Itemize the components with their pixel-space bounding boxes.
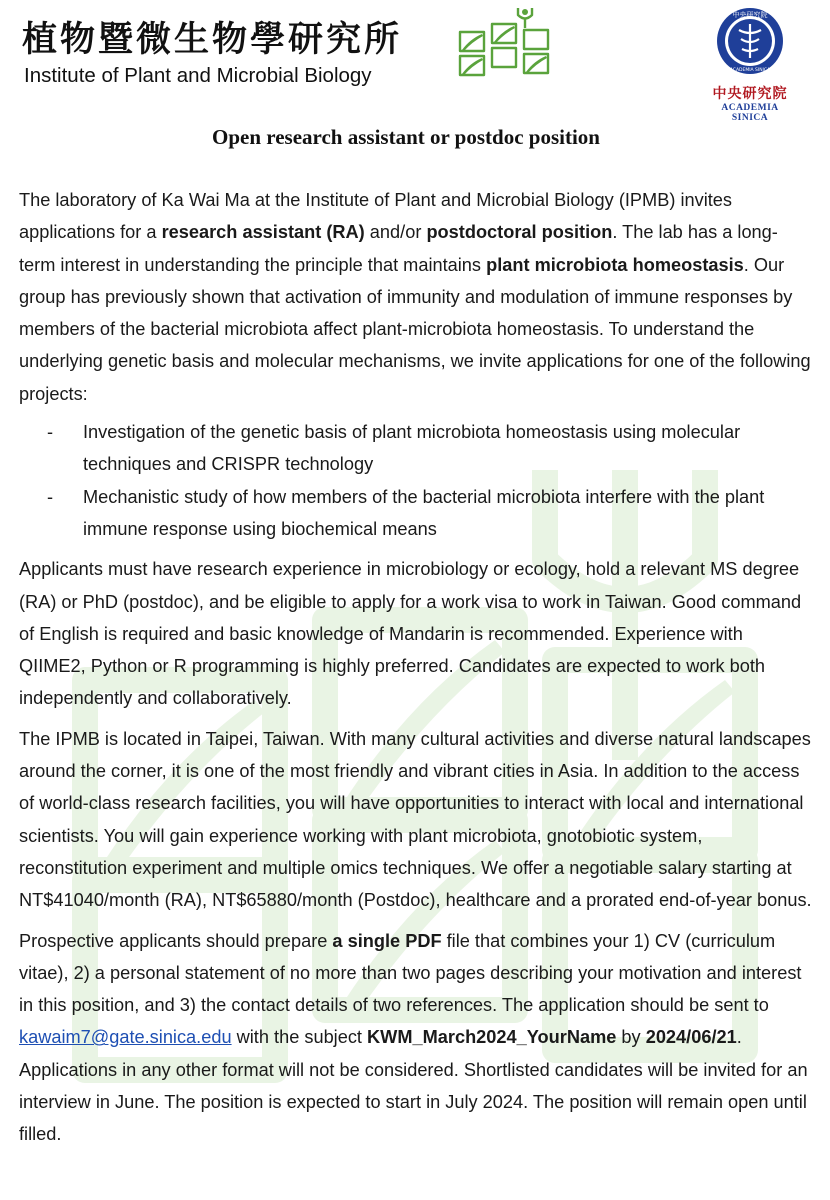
institute-name-zh: 植物暨微生物學研究所 <box>22 20 403 60</box>
application-bold-pdf: a single PDF <box>332 930 442 951</box>
seal-top-text: 中央研究院 <box>732 11 768 19</box>
document-body <box>19 184 814 1151</box>
application-bold-deadline: 2024/06/21 <box>645 1027 737 1048</box>
academia-name-zh: 中央研究院 <box>712 86 788 102</box>
academia-sinica-seal-icon <box>711 6 789 76</box>
application-text-5: . Applications in any other format will not be considered. Shortlisted candidates will be invited for an interview in June. The position is expected to start in July 2024. The position will remain open until filled. <box>19 1027 808 1145</box>
location-paragraph: The IPMB is located in Taipei, Taiwan. With many cultural activities and diverse natural landscapes around the corner, it is one of the most friendly and vibrant cities in Asia. In addition to the access of world-class research facilities, you will have opportunities to interact with local and international scientists. You will gain experience working with plant microbiota, gnotobiotic system, reconstitution experiment and multiple omics techniques. We offer a negotiable salary starting at NT$41040/month (RA), NT$65880/month (Postdoc), healthcare and a prorated end-of-year bonus. <box>19 728 812 911</box>
academia-name-en: ACADEMIA SINICA <box>721 103 779 123</box>
seal-rim-text: ACADEMIA SINICA <box>729 68 771 73</box>
intro-paragraph <box>19 184 814 410</box>
application-text-1: Prospective applicants should prepare <box>19 930 333 951</box>
intro-bold-postdoc: postdoctoral position <box>426 222 613 243</box>
intro-text-1: The laboratory of Ka Wai Ma at the Institute of Plant and Microbial Biology (IPMB) invites applications for a <box>19 190 732 243</box>
requirements-paragraph: Applicants must have research experience in microbiology or ecology, hold a relevant MS degree (RA) or PhD (postdoc), and be eligible to apply for a work visa to work in Taiwan. Good command of English is required and basic knowledge of Mandarin is recommended. Experience with QIIME2, Python or R programming is highly preferred. Candidates are expected to work both independently and collaboratively. <box>19 559 802 709</box>
institute-name-en: Institute of Plant and Microbial Biology <box>24 64 372 87</box>
list-dash: - <box>47 486 54 507</box>
intro-text-4: . Our group has previously shown that activation of immunity and modulation of immune responses by members of the bacterial microbiota affect plant-microbiota homeostasis. To understand the underlying genetic basis and molecular mechanisms, we invite applications for one of the following projects: <box>19 254 811 404</box>
document-header <box>0 0 830 123</box>
project-list <box>19 416 814 545</box>
ipmb-logo-icon <box>456 6 556 86</box>
application-paragraph <box>19 925 814 1151</box>
project-text: Investigation of the genetic basis of plant microbiota homeostasis using molecular techniques and CRISPR technology <box>83 422 741 475</box>
application-text-2: file that combines your 1) CV (curriculum vitae), 2) a personal statement of no more than two pages describing your motivation and interest in this position, and 3) the contact details of two references. The application should be sent to <box>19 930 802 1016</box>
application-bold-subject: KWM_March2024_YourName <box>367 1027 617 1048</box>
intro-bold-ra: research assistant (RA) <box>161 222 365 243</box>
contact-email-link[interactable]: kawaim7@gate.sinica.edu <box>19 1027 232 1048</box>
application-text-3: with the subject <box>231 1027 368 1048</box>
project-text: Mechanistic study of how members of the bacterial microbiota interfere with the plant immune response using biochemical means <box>83 486 765 539</box>
intro-bold-homeostasis: plant microbiota homeostasis <box>486 254 744 275</box>
list-item <box>19 416 814 481</box>
intro-text-3: . The lab has a long-term interest in understanding the principle that maintains <box>19 222 778 275</box>
application-text-4: by <box>616 1027 646 1048</box>
page-title: Open research assistant or postdoc position <box>212 125 600 149</box>
academia-sinica-logo <box>704 6 796 123</box>
list-item <box>19 481 814 546</box>
intro-text-2: and/or <box>364 222 427 243</box>
list-dash: - <box>47 422 54 443</box>
